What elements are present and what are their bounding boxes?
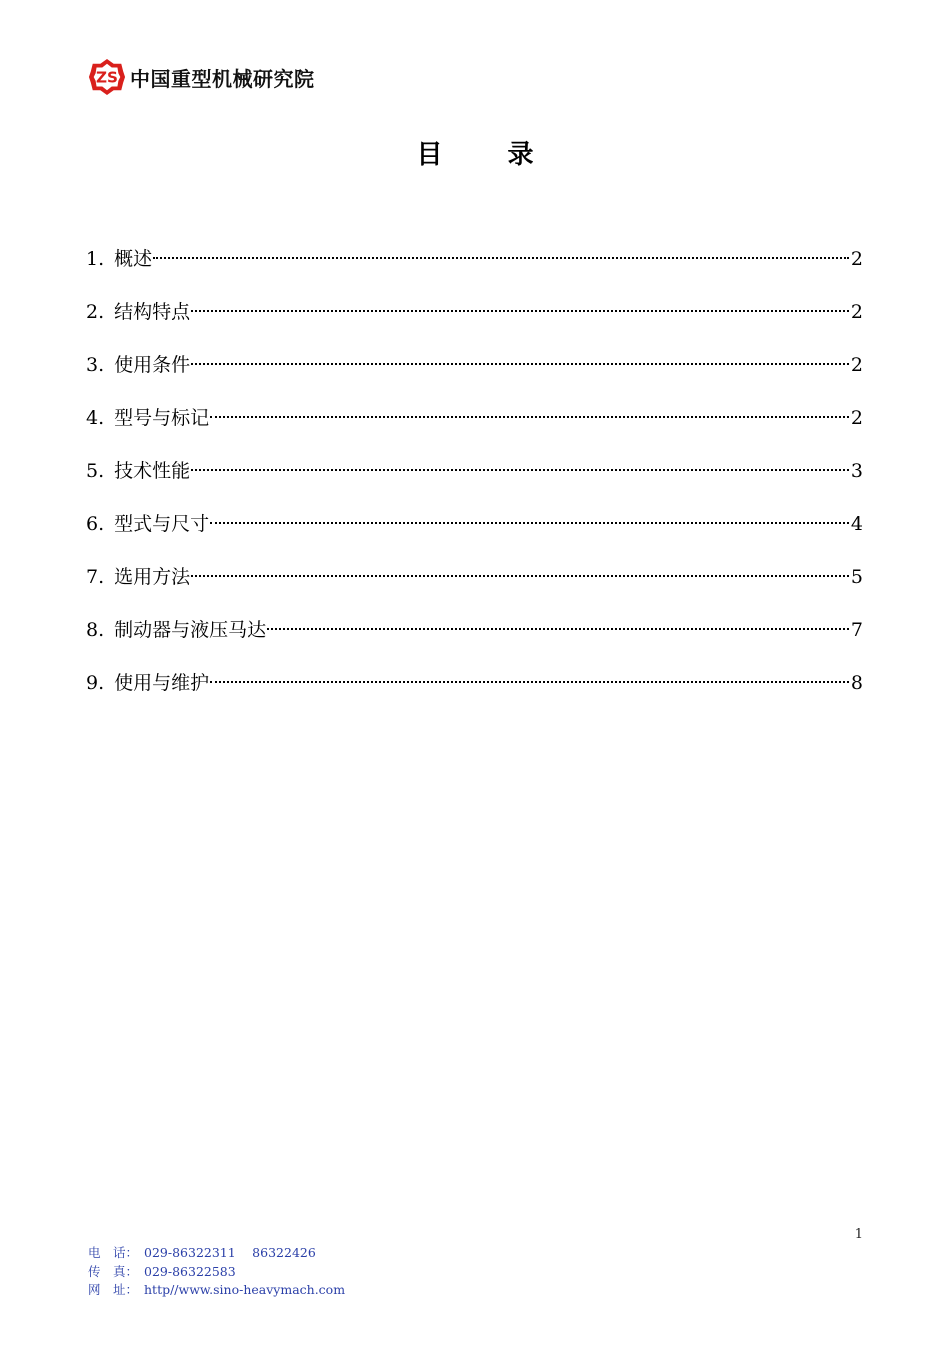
toc-entry-title: 型号与标记: [114, 407, 210, 429]
document-header: [88, 58, 315, 96]
toc-dot-leader: [191, 310, 849, 312]
toc-entry[interactable]: [86, 298, 863, 351]
toc-entry-title: 使用与维护: [114, 672, 210, 694]
toc-entry-page: 2: [850, 354, 863, 376]
footer-phone-row: [88, 1244, 345, 1263]
page-title: 目 录: [416, 140, 562, 170]
toc-entry-page: 7: [850, 619, 863, 641]
toc-entry-page: 8: [850, 672, 863, 694]
toc-entry-number: 2.: [86, 301, 105, 323]
footer-website-row: [88, 1281, 345, 1300]
toc-entry-page: 2: [850, 301, 863, 323]
toc-entry-number: 6.: [86, 513, 105, 535]
toc-entry-page: 5: [850, 566, 863, 588]
phone-label: 电 话：: [88, 1245, 139, 1260]
toc-entry-number: 3.: [86, 354, 105, 376]
toc-entry-number: 5.: [86, 460, 105, 482]
toc-entry-title: 结构特点: [114, 301, 191, 323]
toc-dot-leader: [210, 522, 849, 524]
toc-dot-leader: [153, 257, 849, 259]
toc-dot-leader: [210, 416, 849, 418]
website-label: 网 址：: [88, 1282, 139, 1297]
toc-entry[interactable]: [86, 510, 863, 563]
organization-name: 中国重型机械研究院: [130, 66, 315, 91]
toc-entry[interactable]: [86, 563, 863, 616]
table-of-contents: [86, 245, 863, 722]
toc-dot-leader: [267, 628, 849, 630]
toc-entry[interactable]: [86, 351, 863, 404]
toc-entry-page: 2: [850, 407, 863, 429]
toc-dot-leader: [191, 575, 849, 577]
toc-entry[interactable]: [86, 404, 863, 457]
toc-dot-leader: [191, 363, 849, 365]
toc-entry-page: 2: [850, 248, 863, 270]
svg-text:ZS: ZS: [96, 68, 118, 87]
toc-entry[interactable]: [86, 669, 863, 722]
toc-entry-title: 概述: [114, 248, 153, 270]
toc-entry-number: 1.: [86, 248, 105, 270]
toc-entry-number: 8.: [86, 619, 105, 641]
toc-entry-title: 选用方法: [114, 566, 191, 588]
toc-entry-title: 型式与尺寸: [114, 513, 210, 535]
fax-label: 传 真：: [88, 1263, 139, 1279]
fax-value: 029-86322583: [144, 1263, 236, 1279]
toc-entry-title: 制动器与液压马达: [114, 619, 267, 641]
toc-entry-number: 4.: [86, 407, 105, 429]
phone-value: 029-86322311 86322426: [144, 1245, 316, 1260]
toc-dot-leader: [210, 681, 849, 683]
toc-entry-title: 技术性能: [114, 460, 191, 482]
toc-entry-title: 使用条件: [114, 354, 191, 376]
website-link[interactable]: http//www.sino-heavymach.com: [144, 1282, 346, 1297]
toc-entry[interactable]: [86, 457, 863, 510]
toc-entry-number: 7.: [86, 566, 105, 588]
footer-fax-row: [88, 1263, 345, 1282]
toc-entry-page: 3: [850, 460, 863, 482]
toc-entry[interactable]: [86, 616, 863, 669]
toc-entry-page: 4: [850, 513, 863, 535]
page-number: 1: [854, 1227, 863, 1242]
toc-entry-number: 9.: [86, 672, 105, 694]
contact-footer: [88, 1244, 345, 1300]
company-logo-icon: [88, 58, 126, 96]
toc-dot-leader: [191, 469, 849, 471]
toc-entry[interactable]: [86, 245, 863, 298]
